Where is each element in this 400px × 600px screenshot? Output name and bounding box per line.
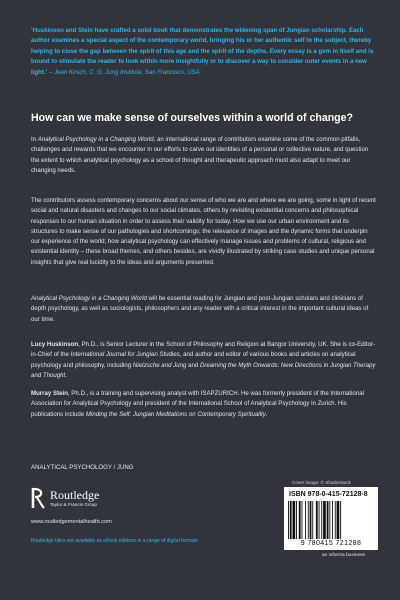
p3-text: will be essential reading for Jungian and post-Jungian scholars and clinicians of depth psychology, as well as sociologists, philosophers and any reader with a critical interest in the important cultural ideas of our time.: [31, 295, 369, 323]
endorsement-quote: [31, 26, 376, 78]
informa-tagline: an informa business: [322, 553, 365, 558]
quote-text: ‘Huskinson and Stein have crafted a solid book that demonstrates the widening span of Jungian scholarship. Each author examines a special aspect of the contemporary world, bringing his or her authentic self to the subject, thereby helping to close the gap between the spirit of this age and the spirit of the depths. Every essay is a gem in itself and is bound to stimulate the reader to look within more insightfully or to discover a way to consider outer events in a new light.’: [31, 27, 374, 76]
cover-image-credit: Cover image: © Shutterstock: [292, 480, 351, 485]
barcode-icon: [288, 501, 374, 539]
bio1-text-a: , Ph.D., is Senior Lecturer in the School of Philosophy and Religion at Bangor University, UK. She is co-Editor-in-Chief of the: [31, 341, 376, 359]
barcode-panel: [284, 487, 378, 550]
publisher-group: Taylor & Francis Group: [50, 502, 97, 507]
bio2-book-title: Minding the Self: Jungian Meditations on Contemporary Spirituality: [85, 410, 266, 418]
bio1-text-d: .: [65, 371, 67, 379]
description-paragraph-1: [31, 135, 376, 176]
blurb-heading: How can we make sense of ourselves within a world of change?: [31, 112, 354, 124]
author-bio-stein: [31, 389, 376, 420]
ebook-note: Routledge titles are available as eBook editions in a range of digital formats: [31, 538, 198, 544]
subject-category: ANALYTICAL PSYCHOLOGY / JUNG: [31, 464, 134, 471]
p1-book-title: Analytical Psychology in a Changing World: [37, 136, 154, 143]
bio1-journal-title: International Journal for Jungian Studies: [70, 351, 180, 359]
barcode-digits: 9 780415 721288: [300, 540, 362, 547]
p1-text-start: In: [31, 136, 38, 143]
author-bio-huskinson: [31, 340, 376, 381]
p3-book-title: Analytical Psychology in a Changing World: [31, 295, 147, 302]
isbn-label: ISBN 978-0-415-72128-8: [289, 491, 368, 498]
bio2-text-a: , Ph.D., is a training and supervising analyst with ISAPZURICH. He was formerly president of the International Association for Analytical Psychology and president of the International School of Analytical Psychology in Zurich. His publications include: [31, 390, 364, 418]
author-name-huskinson: Lucy Huskinson: [31, 341, 79, 348]
bio1-book1-title: Nietzsche and Jung: [132, 361, 187, 369]
routledge-r-icon: [31, 487, 46, 509]
quote-attribution: – Jean Kirsch, C. G. Jung Institute, San Francisco, USA: [47, 68, 200, 76]
p1-text-end: , an international range of contributors examine some of the common pitfalls, challenges and rewards that we encounter in our efforts to carve out identities of a personal or collective nature, and question the extent to which analytical psychology as a school of thought and therapeutic approach must also adapt to meet our changing needs.: [31, 136, 369, 174]
bio1-text-b: , and author and editor of various books and articles on analytical psychology and philosophy, including: [31, 351, 356, 369]
author-name-stein: Murray Stein: [31, 390, 68, 397]
publisher-website: www.routledgementalhealth.com: [31, 519, 112, 525]
publisher-name: Routledge: [50, 488, 100, 502]
description-paragraph-3: [31, 294, 376, 325]
bio1-book2-title: Dreaming the Myth Onwards: New Directions in Jungian Therapy and Thought: [31, 361, 376, 379]
description-paragraph-2: The contributors assess contemporary concerns about our sense of who we are and where we are going, some in light of recent social and natural disasters and changes to our social climates, others by revisiting existential concerns and philosophical responses to our human situation in order to assess their validity for today. How we use our urban environment and its structures to make sense of our pathologies and shortcomings; the relevance of images and the dynamic forms that underpin our experience of the world; how analytical psychology can effectively manage issues and problems of cultural, religious and existential identity – these broad themes, and others besides, are vividly illustrated by striking case studies and unique personal insights that give real lucidity to the ideas and arguments presented.: [31, 197, 376, 266]
bio1-text-c: and: [186, 361, 200, 369]
bio2-text-b: .: [265, 410, 268, 418]
